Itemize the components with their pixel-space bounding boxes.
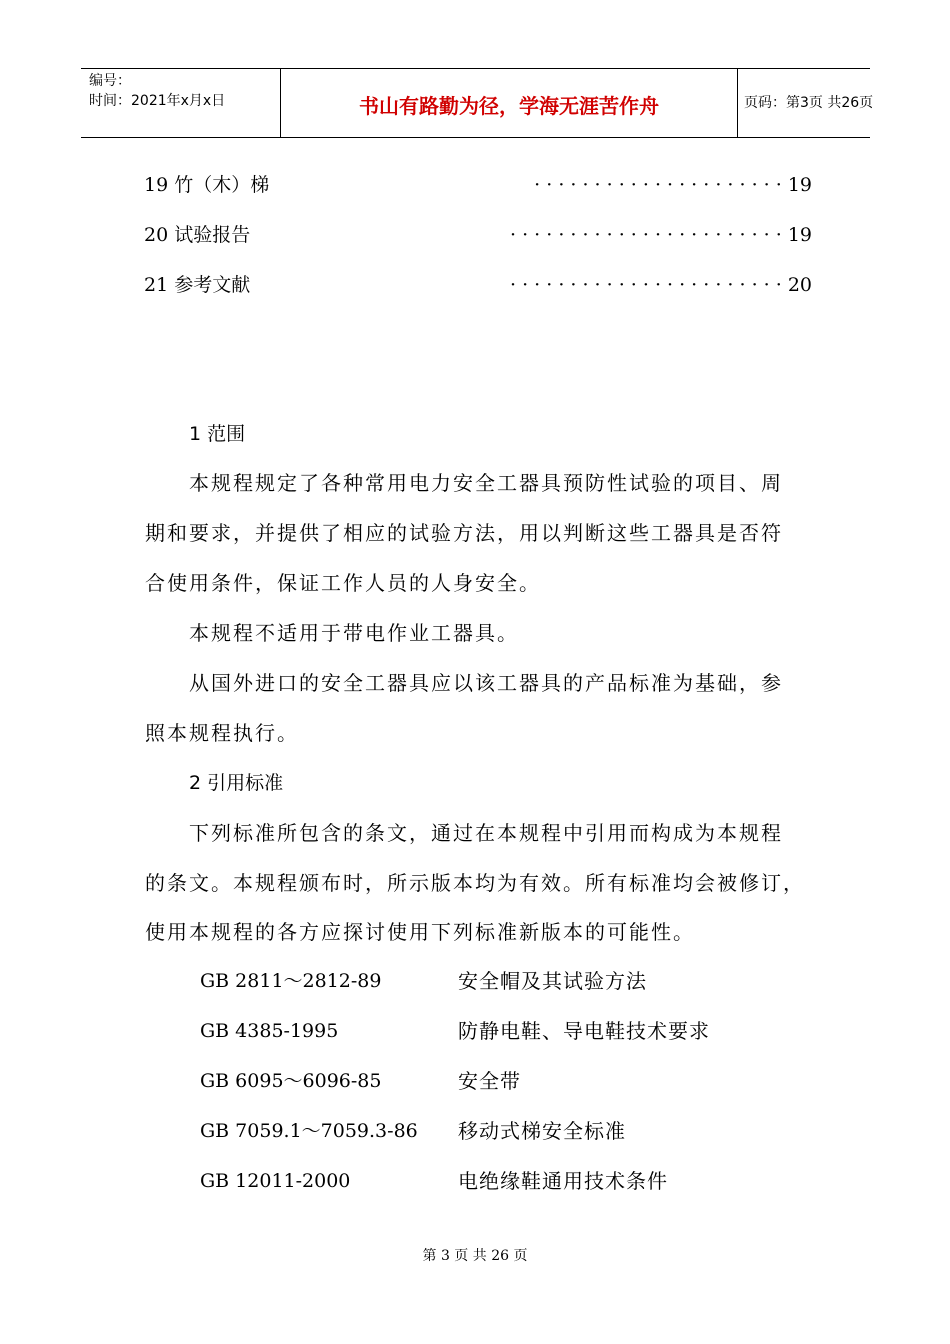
reference-name: 电绝缘鞋通用技术条件 — [458, 1169, 668, 1193]
reference-name: 防静电鞋、导电鞋技术要求 — [458, 1019, 710, 1043]
paragraph-line: 的条文。本规程颁布时，所示版本均为有效。所有标准均会被修订， — [145, 871, 805, 895]
toc-leader: · · · · · · · · · · · · · · · · · · · · · 19 — [534, 174, 812, 196]
page-label: 页码：第3页 共26页 — [744, 95, 874, 111]
page-footer: 第 3 页 共 26 页 — [422, 1248, 528, 1264]
reference-name: 安全帽及其试验方法 — [458, 969, 647, 993]
paragraph-line: 照本规程执行。 — [145, 721, 299, 745]
paragraph-line: 合使用条件，保证工作人员的人身安全。 — [145, 571, 541, 595]
document-header — [81, 68, 874, 138]
section-heading: 2 引用标准 — [189, 772, 284, 794]
header-info-cell — [81, 69, 281, 137]
date-label: 时间：2021年x月x日 — [89, 93, 226, 109]
paragraph-line: 下列标准所包含的条文，通过在本规程中引用而构成为本规程 — [145, 821, 783, 845]
toc-title: 19 竹（木）梯 — [144, 174, 270, 196]
number-label: 编号： — [89, 73, 131, 89]
toc-title: 21 参考文献 — [144, 274, 251, 296]
paragraph-line: 从国外进口的安全工器具应以该工器具的产品标准为基础，参 — [145, 671, 783, 695]
toc-title: 20 试验报告 — [144, 224, 251, 246]
reference-code: GB 7059.1～7059.3-86 — [200, 1120, 418, 1142]
reference-code: GB 2811～2812-89 — [200, 970, 382, 992]
paragraph-line: 期和要求，并提供了相应的试验方法，用以判断这些工器具是否符 — [145, 521, 783, 545]
header-motto-cell — [281, 69, 738, 137]
section-heading: 1 范围 — [189, 423, 246, 445]
header-page-cell — [738, 69, 874, 137]
paragraph-line: 使用本规程的各方应探讨使用下列标准新版本的可能性。 — [145, 920, 695, 944]
reference-name: 安全带 — [458, 1069, 521, 1093]
motto: 书山有路勤为径，学海无涯苦作舟 — [359, 94, 659, 118]
reference-code: GB 6095～6096-85 — [200, 1070, 382, 1092]
reference-code: GB 12011-2000 — [200, 1170, 351, 1192]
toc-leader: · · · · · · · · · · · · · · · · · · · · · · · 20 — [510, 274, 812, 296]
paragraph-line: 本规程规定了各种常用电力安全工器具预防性试验的项目、周 — [145, 471, 783, 495]
toc-leader: · · · · · · · · · · · · · · · · · · · · · · · 19 — [510, 224, 812, 246]
reference-name: 移动式梯安全标准 — [458, 1119, 626, 1143]
paragraph-line: 本规程不适用于带电作业工器具。 — [145, 621, 519, 645]
reference-code: GB 4385-1995 — [200, 1020, 339, 1042]
